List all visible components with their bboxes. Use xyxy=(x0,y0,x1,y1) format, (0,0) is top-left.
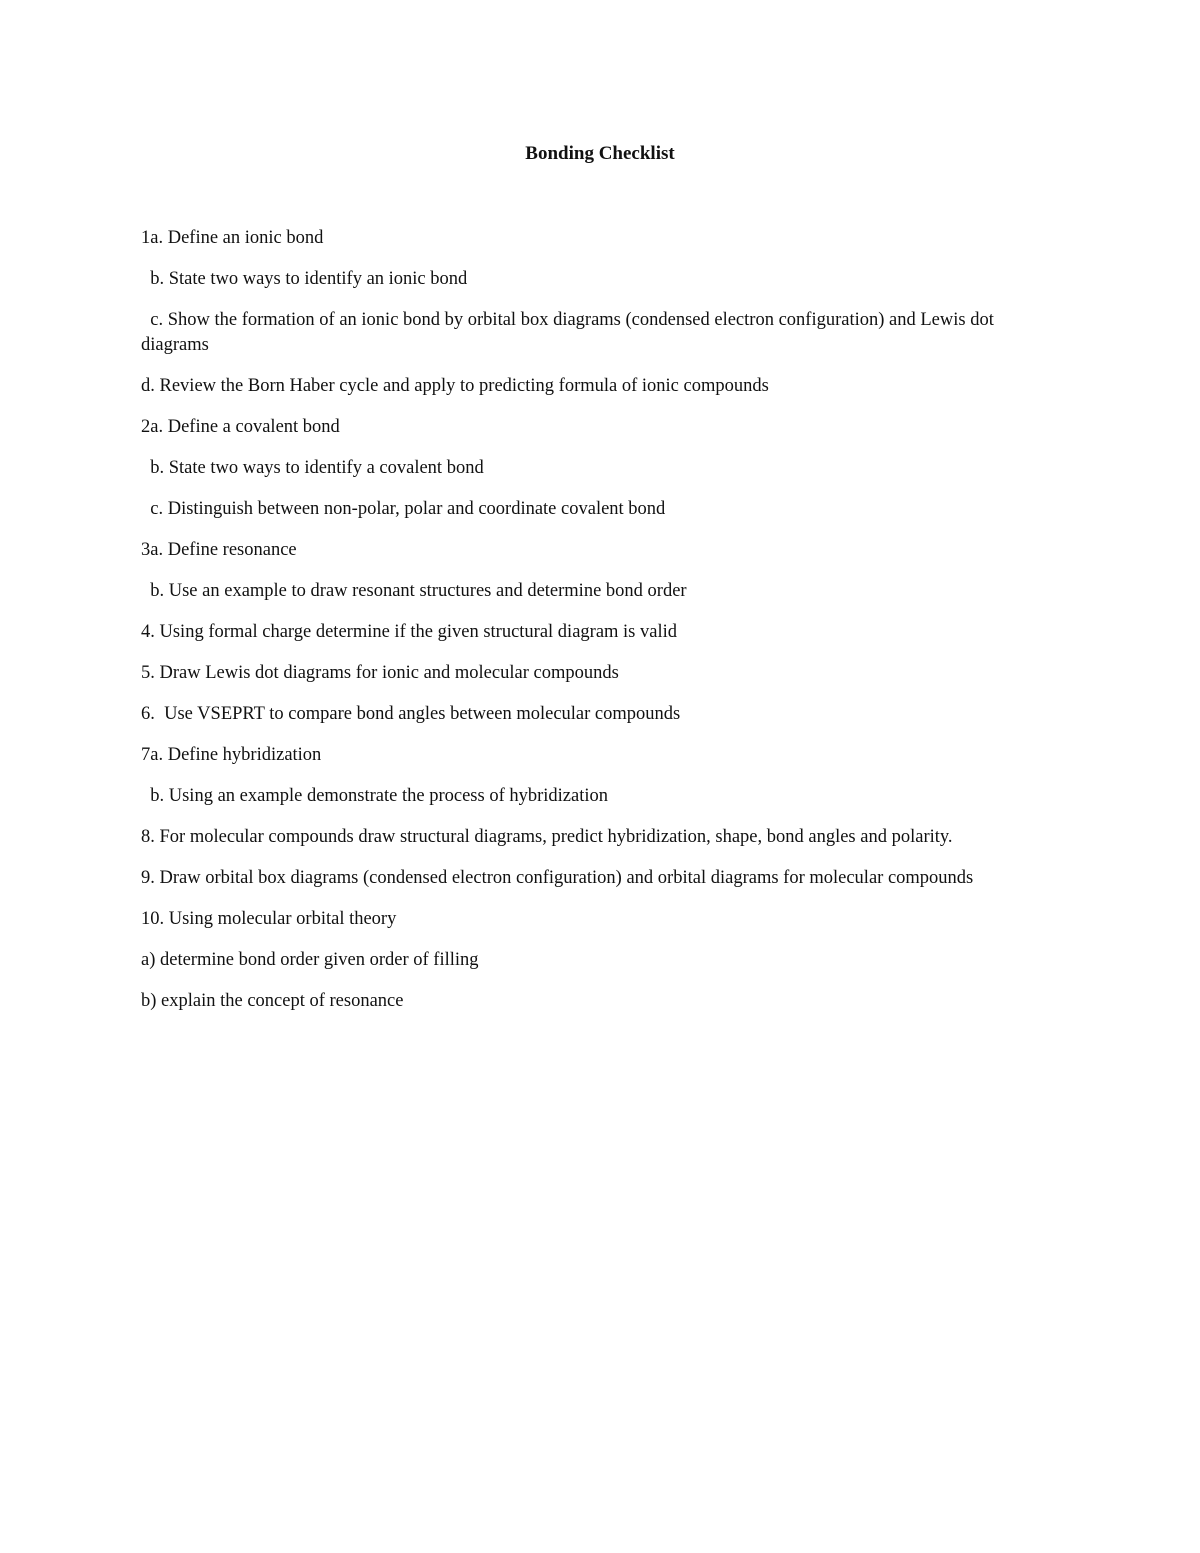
checklist-item: b. Use an example to draw resonant structures and determine bond order xyxy=(141,580,687,601)
checklist-item: 1a. Define an ionic bond xyxy=(141,228,324,248)
checklist-item: d. Review the Born Haber cycle and apply to predicting formula of ionic compounds xyxy=(141,375,769,396)
checklist-item: c. Distinguish between non-polar, polar and coordinate covalent bond xyxy=(141,498,666,519)
checklist-item: 10. Using molecular orbital theory xyxy=(141,908,397,929)
checklist-item: c. Show the formation of an ionic bond by orbital box diagrams (condensed electron configuration) and Lewis dot diagrams xyxy=(141,310,999,355)
checklist-item: 9. Draw orbital box diagrams (condensed electron configuration) and orbital diagrams for molecular compounds xyxy=(141,867,974,888)
checklist-item: 3a. Define resonance xyxy=(141,539,297,560)
checklist-item: b. Using an example demonstrate the process of hybridization xyxy=(141,785,608,806)
checklist-item: b) explain the concept of resonance xyxy=(141,990,404,1011)
checklist xyxy=(141,226,1056,1030)
checklist-item: b. State two ways to identify an ionic bond xyxy=(141,269,468,289)
checklist-item: 5. Draw Lewis dot diagrams for ionic and molecular compounds xyxy=(141,662,619,683)
checklist-item: b. State two ways to identify a covalent bond xyxy=(141,457,484,478)
checklist-item: 4. Using formal charge determine if the given structural diagram is valid xyxy=(141,621,677,642)
checklist-item: a) determine bond order given order of filling xyxy=(141,949,479,970)
checklist-item: 8. For molecular compounds draw structural diagrams, predict hybridization, shape, bond angles and polarity. xyxy=(141,826,953,847)
checklist-item: 6. Use VSEPRT to compare bond angles between molecular compounds xyxy=(141,703,681,724)
checklist-item: 7a. Define hybridization xyxy=(141,744,322,765)
document-title: Bonding Checklist xyxy=(525,143,675,164)
checklist-item: 2a. Define a covalent bond xyxy=(141,416,340,437)
